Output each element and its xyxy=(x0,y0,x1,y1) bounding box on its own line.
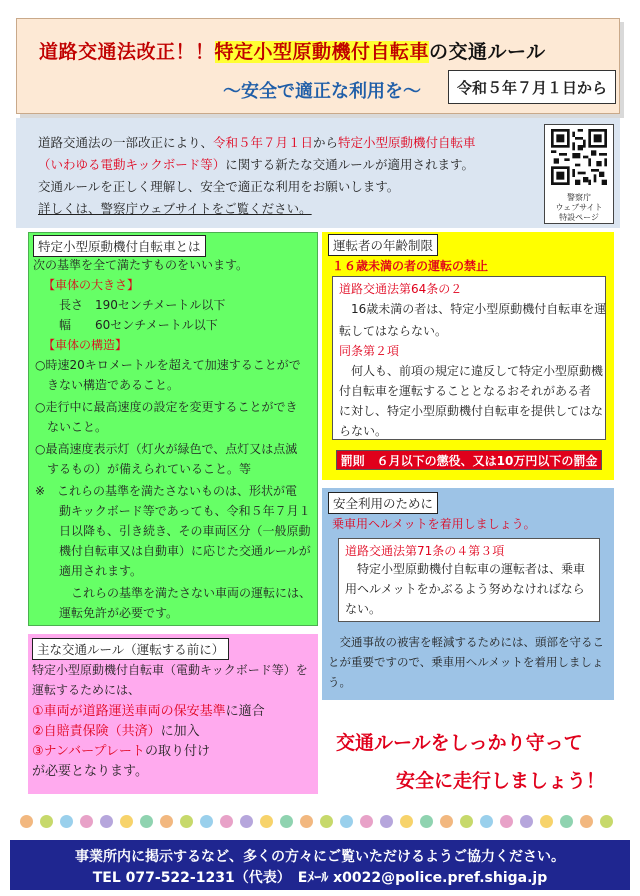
decorative-dot xyxy=(580,815,593,828)
law-text: らない。 xyxy=(339,424,388,438)
penalty-banner: 罰則 ６月以下の懲役、又は10万円以下の罰金 xyxy=(336,450,602,470)
decorative-dot xyxy=(160,815,173,828)
decorative-dot xyxy=(540,815,553,828)
note-line: 日以降も、引き続き、その車両区分（一般原動 xyxy=(35,524,311,538)
safety-law-box xyxy=(338,538,600,622)
size-width: 幅 60センチメートル以下 xyxy=(59,318,218,332)
law-text: 転してはならない。 xyxy=(339,324,448,338)
intro-section xyxy=(16,118,620,228)
main-rules-section xyxy=(28,634,318,794)
intro-line-1: 道路交通法の一部改正により、令和５年７月１日から特定小型原動機付自転車 xyxy=(38,135,476,150)
note-line: 適用されます。 xyxy=(35,564,143,578)
safety-text: 交通事故の被害を軽減するためには、頭部を守るこ xyxy=(328,635,604,649)
safety-rule: 乗車用ヘルメットを着用しましょう。 xyxy=(332,517,536,531)
decorative-dot xyxy=(600,815,613,828)
structure-line: ないこと。 xyxy=(35,420,108,434)
decorative-dot xyxy=(260,815,273,828)
structure-line: きない構造であること。 xyxy=(35,378,180,392)
age-limit-law-box xyxy=(332,276,606,440)
main-rules-heading: 主な交通ルール（運転する前に） xyxy=(32,638,229,660)
intro-line-3: 交通ルールを正しく理解し、安全で適正な利用をお願いします。 xyxy=(38,179,400,194)
law-text: 用ヘルメットをかぶるよう努めなければなら xyxy=(345,582,585,596)
structure-line: ○最高速度表示灯（灯火が緑色で、点灯又は点滅 xyxy=(35,442,298,456)
decorative-dot xyxy=(180,815,193,828)
qr-code[interactable] xyxy=(544,124,614,224)
safety-text: う。 xyxy=(328,675,351,689)
decorative-dot xyxy=(460,815,473,828)
structure-line: するもの）が備えられていること。等 xyxy=(35,462,252,476)
slogan-line-1: 交通ルールをしっかり守って xyxy=(336,732,583,754)
footer-contact[interactable]: TEL 077-522-1231（代表） Eﾒｰﾙ x0022@police.pref.shiga.jp xyxy=(92,870,548,886)
note-line: 機付自転車又は自動車）に応じた交通ルールが xyxy=(35,544,311,558)
law-text: 付自転車を運転することとなるおそれがある者 xyxy=(339,384,592,398)
decorative-dot xyxy=(40,815,53,828)
age-limit-heading: 運転者の年齢制限 xyxy=(328,234,438,256)
law-article: 道路交通法第71条の４第３項 xyxy=(345,544,505,558)
subtitle: ～安全で適正な利用を～ xyxy=(223,81,421,102)
decorative-dot xyxy=(220,815,233,828)
safety-heading: 安全利用のために xyxy=(328,492,438,514)
decorative-dots xyxy=(20,815,620,829)
decorative-dot xyxy=(300,815,313,828)
decorative-dot xyxy=(140,815,153,828)
footer xyxy=(10,840,630,890)
structure-line: ○時速20キロメートルを超えて加速することがで xyxy=(35,358,301,372)
decorative-dot xyxy=(480,815,493,828)
note-line: 運転免許が必要です。 xyxy=(35,606,179,620)
structure-heading: 【車体の構造】 xyxy=(43,338,128,352)
definition-section xyxy=(28,232,318,626)
definition-heading: 特定小型原動機付自転車とは xyxy=(33,235,206,257)
footer-request: 事業所内に掲示するなど、多くの方々にご覧いただけるようご協力ください。 xyxy=(75,849,565,865)
decorative-dot xyxy=(60,815,73,828)
decorative-dot xyxy=(560,815,573,828)
qr-code-icon xyxy=(551,129,607,185)
law-text: に対し、特定小型原動機付自転車を提供してはな xyxy=(339,404,604,418)
decorative-dot xyxy=(100,815,113,828)
main-rules-closing: が必要となります。 xyxy=(32,764,148,779)
qr-caption: 警察庁 ウェブサイト 特設ページ xyxy=(555,193,603,222)
decorative-dot xyxy=(520,815,533,828)
decorative-dot xyxy=(200,815,213,828)
safety-text: とが重要ですので、乗車用ヘルメットを着用しましょ xyxy=(328,655,604,669)
size-length: 長さ 190センチメートル以下 xyxy=(59,298,226,312)
rule-item-3: ③ナンバープレートの取り付け xyxy=(32,744,210,759)
decorative-dot xyxy=(380,815,393,828)
size-heading: 【車体の大きさ】 xyxy=(43,278,140,292)
effective-date: 令和５年７月１日から xyxy=(448,70,616,104)
law-text: 何人も、前項の規定に違反して特定小型原動機 xyxy=(339,364,604,378)
main-rules-lead: 運転するためには、 xyxy=(32,683,141,697)
decorative-dot xyxy=(360,815,373,828)
page-title: 道路交通法改正！！特定小型原動機付自転車の交通ルール xyxy=(39,41,546,63)
decorative-dot xyxy=(280,815,293,828)
definition-lead: 次の基準を全て満たすものをいいます。 xyxy=(33,258,249,272)
decorative-dot xyxy=(440,815,453,828)
safety-section xyxy=(322,488,614,700)
decorative-dot xyxy=(420,815,433,828)
slogan-line-2: 安全に走行しましょう！ xyxy=(396,770,606,792)
decorative-dot xyxy=(120,815,133,828)
law-text: ない。 xyxy=(345,602,382,616)
main-rules-lead: 特定小型原動機付自転車（電動キックボード等）を xyxy=(32,663,308,677)
law-article: 道路交通法第64条の２ xyxy=(339,282,463,296)
law-text: 特定小型原動機付自転車の運転者は、乗車 xyxy=(345,562,586,576)
law-text: 16歳未満の者は、特定小型原動機付自転車を運 xyxy=(339,302,607,316)
decorative-dot xyxy=(240,815,253,828)
decorative-dot xyxy=(340,815,353,828)
age-limit-section xyxy=(322,232,614,480)
rule-item-2: ②自賠責保険（共済）に加入 xyxy=(32,724,200,739)
note-line: ※ これらの基準を満たさないものは、形状が電 xyxy=(35,484,298,498)
decorative-dot xyxy=(400,815,413,828)
decorative-dot xyxy=(320,815,333,828)
structure-line: ○走行中に最高速度の設定を変更することができ xyxy=(35,400,298,414)
decorative-dot xyxy=(500,815,513,828)
age-limit-rule: １６歳未満の者の運転の禁止 xyxy=(332,259,489,273)
decorative-dot xyxy=(80,815,93,828)
law-article: 同条第２項 xyxy=(339,344,400,358)
intro-line-2: （いわゆる電動キックボード等）に関する新たな交通ルールが適用されます。 xyxy=(38,157,475,172)
note-line: これらの基準を満たさない車両の運転には、 xyxy=(35,586,312,600)
note-line: 動キックボード等であっても、令和５年７月１ xyxy=(35,504,311,518)
rule-item-1: ①車両が道路運送車両の保安基準に適合 xyxy=(32,704,265,719)
decorative-dot xyxy=(20,815,33,828)
intro-line-4[interactable]: 詳しくは、警察庁ウェブサイトをご覧ください。 xyxy=(38,201,312,216)
